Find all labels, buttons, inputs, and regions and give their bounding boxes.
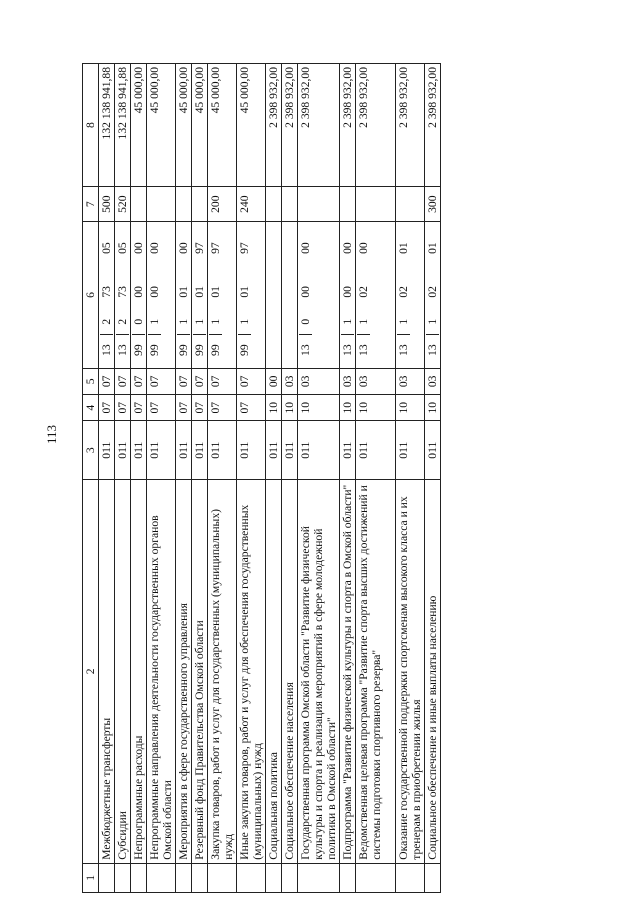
target-code-parts	[357, 222, 370, 365]
cell-expense-type: 200	[208, 187, 237, 222]
cell-amount: 2 398 932,00	[356, 64, 396, 187]
cell-subsection: 03	[282, 368, 298, 394]
cell-ministry: 011	[266, 421, 282, 480]
cell-section: 10	[282, 395, 298, 421]
cell-target-code	[192, 222, 208, 368]
cell-subsection: 07	[115, 368, 131, 394]
target-code-part: 00	[177, 242, 190, 254]
cell-amount: 45 000,00	[131, 64, 147, 187]
cell-expense-type: 300	[425, 187, 441, 222]
target-code-part: 1	[238, 318, 251, 325]
target-code-part: 0	[132, 318, 145, 325]
target-code-part: 1	[426, 318, 439, 325]
cell-ministry: 011	[298, 421, 340, 480]
cell-amount: 45 000,00	[237, 64, 266, 187]
target-code-part: 1	[209, 318, 222, 325]
target-code-part: 00	[148, 286, 161, 298]
cell-name: Субсидии	[115, 479, 131, 863]
col-header: 7	[83, 187, 99, 222]
cell-amount: 132 138 941,88	[115, 64, 131, 187]
cell-ministry: 011	[425, 421, 441, 480]
cell-amount: 45 000,00	[208, 64, 237, 187]
cell-ministry: 011	[147, 421, 176, 480]
cell-subsection: 07	[237, 368, 266, 394]
target-code-part: 2	[100, 318, 113, 325]
cell-target-code	[356, 222, 396, 368]
target-code-part: 13	[116, 334, 129, 366]
cell-ministry: 011	[99, 421, 115, 480]
cell-target-code	[340, 222, 356, 368]
table-row	[356, 64, 396, 893]
table-row	[208, 64, 237, 893]
cell-name: Ведомственная целевая программа "Развитие спорта высших достижений и системы подготовки спортивного резерва"	[356, 479, 396, 863]
cell-section: 10	[396, 395, 425, 421]
cell-amount: 2 398 932,00	[396, 64, 425, 187]
cell-ministry: 011	[340, 421, 356, 480]
target-code-part: 13	[299, 334, 312, 366]
cell-num	[298, 863, 340, 892]
target-code-part: 00	[341, 242, 354, 254]
target-code-part: 01	[193, 286, 206, 298]
cell-ministry: 011	[208, 421, 237, 480]
cell-section: 07	[192, 395, 208, 421]
table-row	[115, 64, 131, 893]
cell-section: 07	[99, 395, 115, 421]
cell-subsection: 00	[266, 368, 282, 394]
cell-target-code	[131, 222, 147, 368]
target-code-part: 1	[177, 318, 190, 325]
table-row	[192, 64, 208, 893]
cell-section: 10	[298, 395, 340, 421]
cell-name: Социальная политика	[266, 479, 282, 863]
cell-num	[208, 863, 237, 892]
cell-name: Иные закупки товаров, работ и услуг для обеспечения государственных (муниципальных) нужд	[237, 479, 266, 863]
cell-expense-type	[147, 187, 176, 222]
target-code-part: 01	[238, 286, 251, 298]
cell-amount: 2 398 932,00	[425, 64, 441, 187]
target-code-part: 01	[177, 286, 190, 298]
target-code-part: 1	[341, 318, 354, 325]
cell-section: 07	[208, 395, 237, 421]
col-header: 5	[83, 368, 99, 394]
cell-name: Резервный фонд Правительства Омской области	[192, 479, 208, 863]
cell-ministry: 011	[282, 421, 298, 480]
table-row	[425, 64, 441, 893]
budget-table	[82, 63, 441, 893]
target-code-part: 01	[426, 242, 439, 254]
cell-section: 07	[147, 395, 176, 421]
cell-num	[115, 863, 131, 892]
cell-num	[282, 863, 298, 892]
cell-target-code	[396, 222, 425, 368]
target-code-part: 01	[397, 242, 410, 254]
target-code-parts	[116, 222, 129, 365]
target-code-part: 99	[177, 334, 190, 366]
cell-target-code	[176, 222, 192, 368]
cell-num	[425, 863, 441, 892]
cell-expense-type	[396, 187, 425, 222]
cell-target-code	[99, 222, 115, 368]
cell-ministry: 011	[115, 421, 131, 480]
col-header: 6	[83, 222, 99, 368]
cell-ministry: 011	[131, 421, 147, 480]
target-code-part: 00	[299, 242, 312, 254]
col-header: 2	[83, 479, 99, 863]
cell-name: Государственная программа Омской области "Развитие физической культуры и спорта и реализация мероприятий в сфере молодежной политики в Омской области"	[298, 479, 340, 863]
cell-section: 10	[356, 395, 396, 421]
cell-expense-type	[131, 187, 147, 222]
target-code-parts	[177, 222, 190, 365]
cell-amount: 45 000,00	[176, 64, 192, 187]
cell-subsection: 03	[425, 368, 441, 394]
target-code-part: 00	[357, 242, 370, 254]
cell-name: Оказание государственной поддержки спортсменам высокого класса и их тренерам в приобретении жилья	[396, 479, 425, 863]
cell-num	[99, 863, 115, 892]
target-code-parts	[341, 222, 354, 365]
cell-num	[237, 863, 266, 892]
cell-name: Социальное обеспечение и иные выплаты населению	[425, 479, 441, 863]
col-header: 3	[83, 421, 99, 480]
target-code-part: 02	[426, 286, 439, 298]
page-number: 113	[44, 424, 59, 444]
table-row	[282, 64, 298, 893]
cell-section: 10	[340, 395, 356, 421]
target-code-part: 00	[132, 286, 145, 298]
header-row	[83, 64, 99, 893]
cell-num	[396, 863, 425, 892]
cell-subsection: 03	[340, 368, 356, 394]
target-code-part: 00	[148, 242, 161, 254]
table-row	[396, 64, 425, 893]
cell-amount: 2 398 932,00	[266, 64, 282, 187]
target-code-part: 1	[397, 318, 410, 325]
target-code-part: 99	[209, 334, 222, 366]
cell-ministry: 011	[176, 421, 192, 480]
cell-section: 07	[131, 395, 147, 421]
cell-expense-type	[298, 187, 340, 222]
cell-name: Закупка товаров, работ и услуг для государственных (муниципальных) нужд	[208, 479, 237, 863]
target-code-part: 99	[148, 334, 161, 366]
cell-expense-type	[356, 187, 396, 222]
cell-expense-type	[282, 187, 298, 222]
target-code-part: 99	[193, 334, 206, 366]
table-row	[298, 64, 340, 893]
target-code-parts	[100, 222, 113, 365]
target-code-part: 05	[100, 242, 113, 254]
cell-target-code	[425, 222, 441, 368]
cell-amount: 2 398 932,00	[282, 64, 298, 187]
cell-subsection: 07	[99, 368, 115, 394]
cell-num	[356, 863, 396, 892]
target-code-part: 00	[341, 286, 354, 298]
target-code-parts	[132, 222, 145, 365]
cell-target-code	[147, 222, 176, 368]
target-code-part: 13	[341, 334, 354, 366]
table-row	[176, 64, 192, 893]
target-code-part: 02	[397, 286, 410, 298]
cell-ministry: 011	[356, 421, 396, 480]
table-row	[99, 64, 115, 893]
table-row	[340, 64, 356, 893]
target-code-part: 97	[209, 242, 222, 254]
cell-name: Непрограммные расходы	[131, 479, 147, 863]
target-code-part: 97	[238, 242, 251, 254]
cell-name: Непрограммные направления деятельности государственных органов Омской области	[147, 479, 176, 863]
target-code-part: 99	[132, 334, 145, 366]
cell-subsection: 03	[356, 368, 396, 394]
cell-subsection: 07	[147, 368, 176, 394]
cell-expense-type	[266, 187, 282, 222]
cell-target-code	[282, 222, 298, 368]
target-code-parts	[397, 222, 410, 365]
cell-name: Мероприятия в сфере государственного управления	[176, 479, 192, 863]
cell-num	[192, 863, 208, 892]
cell-target-code	[115, 222, 131, 368]
target-code-part: 02	[357, 286, 370, 298]
cell-name: Межбюджетные трансферты	[99, 479, 115, 863]
cell-expense-type: 500	[99, 187, 115, 222]
cell-target-code	[208, 222, 237, 368]
target-code-part: 1	[148, 318, 161, 325]
target-code-parts	[209, 222, 222, 365]
table-row	[237, 64, 266, 893]
cell-name: Социальное обеспечение населения	[282, 479, 298, 863]
cell-num	[266, 863, 282, 892]
target-code-part: 1	[357, 318, 370, 325]
cell-expense-type: 520	[115, 187, 131, 222]
cell-ministry: 011	[396, 421, 425, 480]
cell-expense-type: 240	[237, 187, 266, 222]
target-code-part: 13	[100, 334, 113, 366]
target-code-parts	[193, 222, 206, 365]
cell-expense-type	[340, 187, 356, 222]
target-code-parts	[238, 222, 251, 365]
cell-subsection: 03	[396, 368, 425, 394]
target-code-part: 00	[132, 242, 145, 254]
col-header: 1	[83, 863, 99, 892]
cell-target-code	[266, 222, 282, 368]
cell-subsection: 07	[192, 368, 208, 394]
cell-subsection: 07	[131, 368, 147, 394]
cell-target-code	[237, 222, 266, 368]
cell-section: 07	[176, 395, 192, 421]
cell-section: 07	[237, 395, 266, 421]
target-code-parts	[148, 222, 161, 365]
target-code-part: 00	[299, 286, 312, 298]
cell-num	[176, 863, 192, 892]
target-code-part: 0	[299, 318, 312, 325]
col-header: 4	[83, 395, 99, 421]
target-code-part: 73	[100, 286, 113, 298]
cell-expense-type	[192, 187, 208, 222]
cell-subsection: 07	[176, 368, 192, 394]
target-code-part: 13	[397, 334, 410, 366]
cell-num	[147, 863, 176, 892]
cell-amount: 45 000,00	[147, 64, 176, 187]
cell-amount: 132 138 941,88	[99, 64, 115, 187]
cell-name: Подпрограмма "Развитие физической культуры и спорта в Омской области"	[340, 479, 356, 863]
target-code-part: 97	[193, 242, 206, 254]
target-code-parts	[426, 222, 439, 365]
target-code-part: 01	[209, 286, 222, 298]
cell-expense-type	[176, 187, 192, 222]
target-code-part: 13	[426, 334, 439, 366]
col-header: 8	[83, 64, 99, 187]
cell-num	[340, 863, 356, 892]
cell-section: 07	[115, 395, 131, 421]
target-code-part: 73	[116, 286, 129, 298]
cell-ministry: 011	[237, 421, 266, 480]
target-code-parts	[299, 222, 312, 365]
target-code-part: 2	[116, 318, 129, 325]
target-code-part: 05	[116, 242, 129, 254]
cell-ministry: 011	[192, 421, 208, 480]
cell-subsection: 03	[298, 368, 340, 394]
target-code-part: 1	[193, 318, 206, 325]
cell-subsection: 07	[208, 368, 237, 394]
budget-table-container	[82, 63, 590, 893]
table-row	[131, 64, 147, 893]
cell-num	[131, 863, 147, 892]
cell-section: 10	[425, 395, 441, 421]
cell-target-code	[298, 222, 340, 368]
target-code-part: 99	[238, 334, 251, 366]
cell-amount: 45 000,00	[192, 64, 208, 187]
cell-amount: 2 398 932,00	[298, 64, 340, 187]
target-code-part: 13	[357, 334, 370, 366]
cell-section: 10	[266, 395, 282, 421]
cell-amount: 2 398 932,00	[340, 64, 356, 187]
table-row	[266, 64, 282, 893]
table-row	[147, 64, 176, 893]
